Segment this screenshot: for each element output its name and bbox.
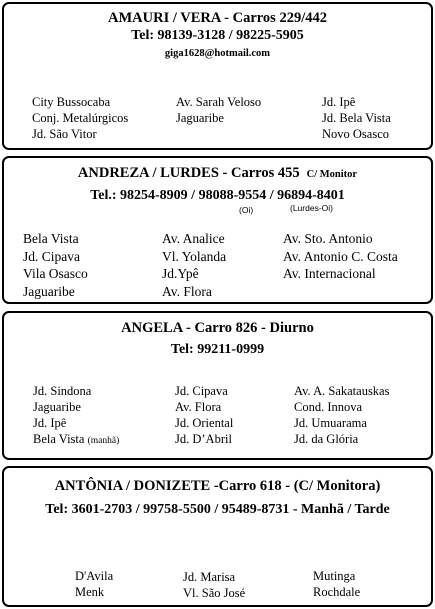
neighborhood-item: D'Avila bbox=[75, 569, 114, 583]
neighborhood-item: Jd. São Vitor bbox=[32, 127, 97, 141]
contact-card-amauri-vera bbox=[2, 2, 433, 150]
card-title: ANGELA - Carro 826 - Diurno bbox=[121, 320, 314, 336]
neighborhood-column-3 bbox=[294, 383, 389, 447]
card-email: giga1628@hotmail.com bbox=[164, 48, 271, 59]
neighborhood-column-1 bbox=[32, 94, 128, 142]
neighborhood-column-1 bbox=[75, 568, 113, 600]
neighborhood-item: Rochdale bbox=[313, 585, 361, 599]
neighborhood-item: Av. Flora bbox=[175, 400, 222, 414]
neighborhood-item: Av. Sto. Antonio bbox=[283, 231, 373, 246]
neighborhood-column-2 bbox=[183, 569, 245, 601]
phone-note-oi: (Oi) bbox=[239, 205, 254, 215]
neighborhood-item: Jd. Ipê bbox=[33, 416, 67, 430]
card-title-row bbox=[4, 164, 431, 182]
neighborhood-item: Vl. Yolanda bbox=[162, 248, 227, 264]
card-phone: Tel: 3601-2703 / 99758-5500 / 95489-8731 - Manhã / Tarde bbox=[45, 502, 390, 517]
neighborhood-item: Av. Analice bbox=[162, 231, 225, 246]
neighborhood-item: Jd. Marisa bbox=[183, 570, 236, 584]
neighborhood-item: City Bussocaba bbox=[32, 95, 111, 109]
neighborhood-column-3 bbox=[322, 94, 391, 142]
neighborhood-item: Novo Osasco bbox=[322, 127, 390, 141]
neighborhood-item: Jd. Bela Vista bbox=[322, 111, 391, 125]
neighborhood-column-2 bbox=[175, 383, 233, 447]
neighborhood-item: Jd. Cipava bbox=[23, 248, 80, 264]
neighborhood-item: Av. A. Sakatauskas bbox=[294, 384, 390, 398]
neighborhood-item: Av. Sarah Veloso bbox=[176, 95, 262, 109]
card-phone: Tel.: 98254-8909 / 98088-9554 / 96894-8401 bbox=[90, 188, 345, 203]
neighborhood-item: Jd. Cipava bbox=[175, 384, 228, 398]
neighborhood-item: Jaguaribe bbox=[33, 400, 81, 414]
neighborhood-item: Menk bbox=[75, 585, 105, 599]
contact-card-angela bbox=[2, 311, 433, 460]
neighborhood-item: Jaguaribe bbox=[176, 111, 224, 125]
card-phone: Tel: 98139-3128 / 98225-5905 bbox=[131, 28, 304, 43]
neighborhood-item: Jaguaribe bbox=[23, 283, 75, 299]
contact-card-andreza-lurdes bbox=[2, 156, 433, 304]
neighborhood-column-2 bbox=[176, 94, 261, 126]
neighborhood-item: Av. Internacional bbox=[283, 266, 376, 281]
neighborhood-item: Jd. Oriental bbox=[175, 416, 234, 430]
neighborhood-column-3 bbox=[283, 230, 398, 283]
phone-note-lurdes: (Lurdes-Oi) bbox=[290, 203, 333, 213]
neighborhood-item: Mutinga bbox=[313, 569, 356, 583]
card-title-note: C/ Monitor bbox=[306, 169, 358, 180]
neighborhood-item-with-note bbox=[33, 431, 119, 449]
neighborhood-item: Vl. São José bbox=[183, 586, 246, 600]
card-phone: Tel: 99211-0999 bbox=[170, 342, 265, 357]
card-title: ANDREZA / LURDES - Carros 455 bbox=[77, 165, 300, 181]
neighborhood-column-3 bbox=[313, 568, 360, 600]
neighborhood-item: Bela Vista bbox=[23, 231, 79, 246]
neighborhood-item: Jd.Ypê bbox=[162, 266, 199, 281]
neighborhood-item: Bela Vista bbox=[33, 432, 85, 446]
neighborhood-item: Av. Flora bbox=[162, 283, 212, 299]
neighborhood-item: Conj. Metalúrgicos bbox=[32, 111, 129, 125]
neighborhood-column-1 bbox=[23, 230, 88, 300]
neighborhood-item: Jd. da Glória bbox=[294, 432, 359, 446]
shift-note: (manhã) bbox=[87, 436, 120, 446]
neighborhood-item: Jd. D’Abril bbox=[175, 432, 232, 446]
neighborhood-item: Cond. Innova bbox=[294, 400, 363, 414]
neighborhood-item: Jd. Ipê bbox=[322, 95, 356, 109]
neighborhood-item: Av. Antonio C. Costa bbox=[283, 248, 398, 264]
neighborhood-item: Jd. Umuarama bbox=[294, 416, 367, 430]
neighborhood-column-1 bbox=[33, 383, 119, 449]
contact-card-antonia-donizete bbox=[2, 466, 433, 607]
neighborhood-item: Vila Osasco bbox=[23, 266, 88, 281]
neighborhood-item: Jd. Sindona bbox=[33, 384, 92, 398]
card-title: AMAURI / VERA - Carros 229/442 bbox=[108, 10, 327, 26]
neighborhood-column-2 bbox=[162, 230, 226, 300]
card-title: ANTÔNIA / DONIZETE -Carro 618 - (C/ Monitora) bbox=[54, 478, 381, 494]
